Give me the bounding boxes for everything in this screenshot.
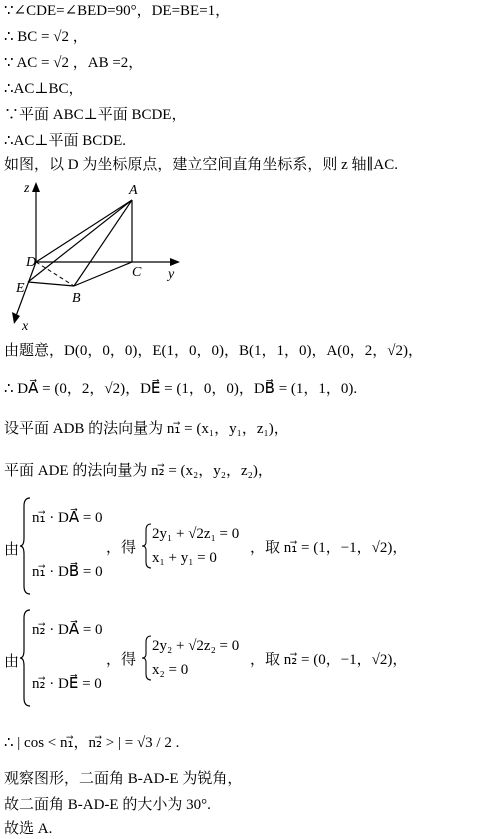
edge-DB bbox=[36, 262, 74, 286]
x-axis-arrow bbox=[12, 312, 20, 324]
z-axis-arrow bbox=[32, 182, 40, 192]
line-14: 故二面角 B-AD-E 的大小为 30°. bbox=[4, 797, 211, 813]
system-1-r2: x₁ + y₁ = 0 bbox=[152, 550, 217, 566]
system-1-prefix: 由 bbox=[4, 542, 20, 558]
system-1-r1: 2y₁ + √2z₁ = 0 bbox=[152, 526, 240, 542]
system-1 bbox=[4, 494, 484, 598]
system-2-inner-brace bbox=[142, 634, 152, 682]
line-12: ∴ | cos < n₁⃗，n₂⃗ > | = √3 / 2 . bbox=[4, 735, 180, 751]
system-2-eq1: n₂⃗ · DA⃗ = 0 bbox=[32, 622, 103, 638]
label-z: z bbox=[24, 181, 30, 196]
line-9: ∴ DA⃗ = (0，2，√2)，DE⃗ = (1，0，0)，DB⃗ = (1，1，0). bbox=[4, 381, 358, 397]
label-D: D bbox=[26, 255, 37, 270]
edge-AD bbox=[36, 200, 132, 262]
label-B: B bbox=[72, 291, 81, 306]
system-2-brace bbox=[20, 608, 32, 708]
system-1-brace bbox=[20, 496, 32, 596]
system-2-prefix: 由 bbox=[4, 654, 20, 670]
system-2-r2: x₂ = 0 bbox=[152, 662, 189, 678]
system-2-mid: ，得 bbox=[106, 652, 137, 668]
system-2-eq2: n₂⃗ · DE⃗ = 0 bbox=[32, 676, 102, 692]
label-x: x bbox=[22, 319, 29, 334]
label-E: E bbox=[16, 281, 25, 296]
line-1: ∵∠CDE=∠BED=90°，DE=BE=1， bbox=[4, 3, 231, 19]
line-4: ∴AC⊥BC， bbox=[4, 81, 84, 97]
line-8: 由题意，D(0，0，0)，E(1，0，0)，B(1，1，0)，A(0，2，√2)， bbox=[4, 343, 424, 359]
line-11: 平面 ADE 的法向量为 n₂⃗ = (x₂，y₂，z₂)， bbox=[4, 463, 273, 479]
y-axis-arrow bbox=[170, 258, 180, 266]
system-2-take: ，取 n₂⃗ = (0，−1，√2)， bbox=[250, 652, 408, 668]
line-5: ∵平面 ABC⊥平面 BCDE， bbox=[4, 107, 187, 123]
label-C: C bbox=[132, 265, 142, 280]
system-2 bbox=[4, 606, 484, 710]
system-1-take: ，取 n₁⃗ = (1，−1，√2)， bbox=[250, 540, 408, 556]
system-2-r1: 2y₂ + √2z₂ = 0 bbox=[152, 638, 240, 654]
line-7: 如图，以 D 为坐标原点，建立空间直角坐标系，则 z 轴∥AC. bbox=[4, 157, 399, 173]
coordinate-figure bbox=[8, 176, 198, 336]
line-15: 故选 A. bbox=[4, 821, 53, 837]
system-1-eq2: n₁⃗ · DB⃗ = 0 bbox=[32, 564, 103, 580]
edge-EB bbox=[28, 282, 74, 286]
line-10: 设平面 ADB 的法向量为 n₁⃗ = (x₁，y₁，z₁)， bbox=[4, 421, 289, 437]
system-1-mid: ，得 bbox=[106, 540, 137, 556]
system-1-eq1: n₁⃗ · DA⃗ = 0 bbox=[32, 510, 103, 526]
label-A: A bbox=[129, 183, 138, 198]
system-1-inner-brace bbox=[142, 522, 152, 570]
label-y: y bbox=[168, 267, 175, 282]
edge-AE bbox=[28, 200, 132, 282]
line-3: ∵ AC = √2 ，AB =2， bbox=[4, 55, 144, 71]
line-6: ∴AC⊥平面 BCDE. bbox=[4, 133, 126, 149]
edge-AB bbox=[74, 200, 132, 286]
line-2: ∴ BC = √2 ， bbox=[4, 29, 88, 45]
line-13: 观察图形，二面角 B-AD-E 为锐角， bbox=[4, 771, 243, 787]
